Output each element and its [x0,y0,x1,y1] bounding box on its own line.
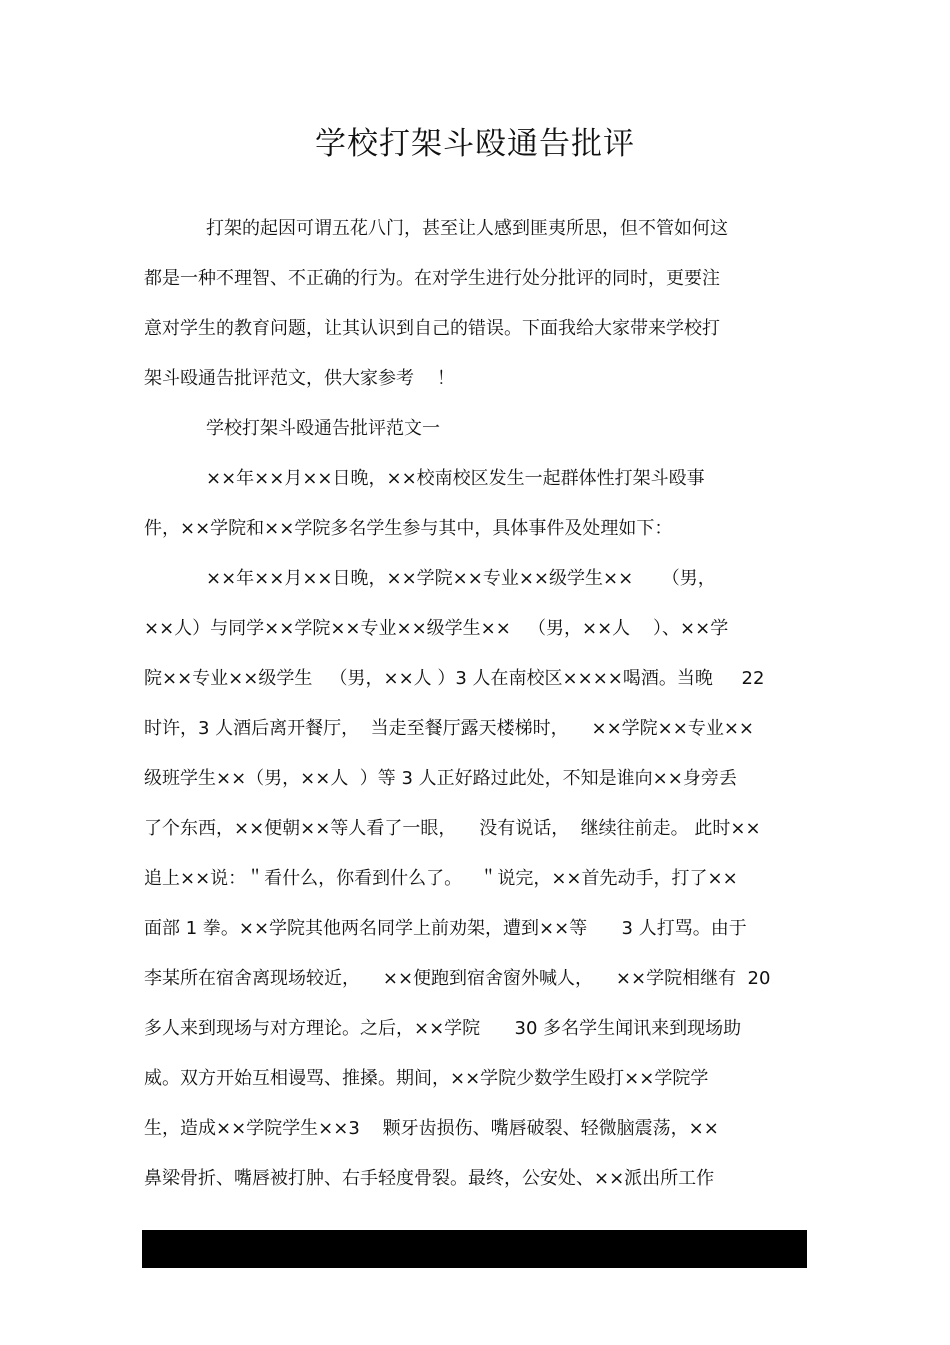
body-line: 架斗殴通告批评范文，供大家参考 ！ [144,368,455,389]
body-line: 追上××说：＂看什么，你看到什么了。 ＂说完，××首先动手，打了×× [144,868,738,889]
body-line: 李某所在宿舍离现场较近， ××便跑到宿舍窗外喊人， ××学院相继有 20 [144,968,771,989]
body-line: ××年××月××日晚，××学院××专业××级学生×× （男， [206,568,716,589]
body-line: 级班学生××（男，××人 ）等 3 人正好路过此处，不知是谁向××身旁丢 [144,768,737,789]
body-line: 学校打架斗殴通告批评范文一 [206,418,440,439]
body-line: 鼻梁骨折、嘴唇被打肿、右手轻度骨裂。最终，公安处、××派出所工作 [144,1168,715,1189]
document-title: 学校打架斗殴通告批评 [315,126,635,162]
body-line: 打架的起因可谓五花八门，甚至让人感到匪夷所思，但不管如何这 [206,218,728,239]
body-line: 威。双方开始互相谩骂、推搡。期间，××学院少数学生殴打××学院学 [144,1068,709,1089]
body-line: 时许，3 人酒后离开餐厅， 当走至餐厅露天楼梯时， ××学院××专业×× [144,718,754,739]
body-line: 院××专业××级学生 （男，××人 ）3 人在南校区××××喝酒。当晚 22 [144,668,765,689]
body-line: 生，造成××学院学生××3 颗牙齿损伤、嘴唇破裂、轻微脑震荡，×× [144,1118,719,1139]
body-line: ××人）与同学××学院××专业××级学生×× （男，××人 ）、××学 [144,618,729,639]
body-line: 件，××学院和××学院多名学生参与其中，具体事件及处理如下： [144,518,673,539]
body-line: 都是一种不理智、不正确的行为。在对学生进行处分批评的同时，更要注 [144,268,720,289]
body-line: 多人来到现场与对方理论。之后，××学院 30 多名学生闻讯来到现场助 [144,1018,742,1039]
body-line: ××年××月××日晚，××校南校区发生一起群体性打架斗殴事 [206,468,705,489]
body-line: 面部 1 拳。××学院其他两名同学上前劝架，遭到××等 3 人打骂。由于 [144,918,747,939]
body-line: 意对学生的教育问题，让其认识到自己的错误。下面我给大家带来学校打 [144,318,720,339]
body-line: 了个东西，××便朝××等人看了一眼， 没有说话， 继续往前走。 此时×× [144,818,761,839]
footer-bar [142,1230,807,1268]
